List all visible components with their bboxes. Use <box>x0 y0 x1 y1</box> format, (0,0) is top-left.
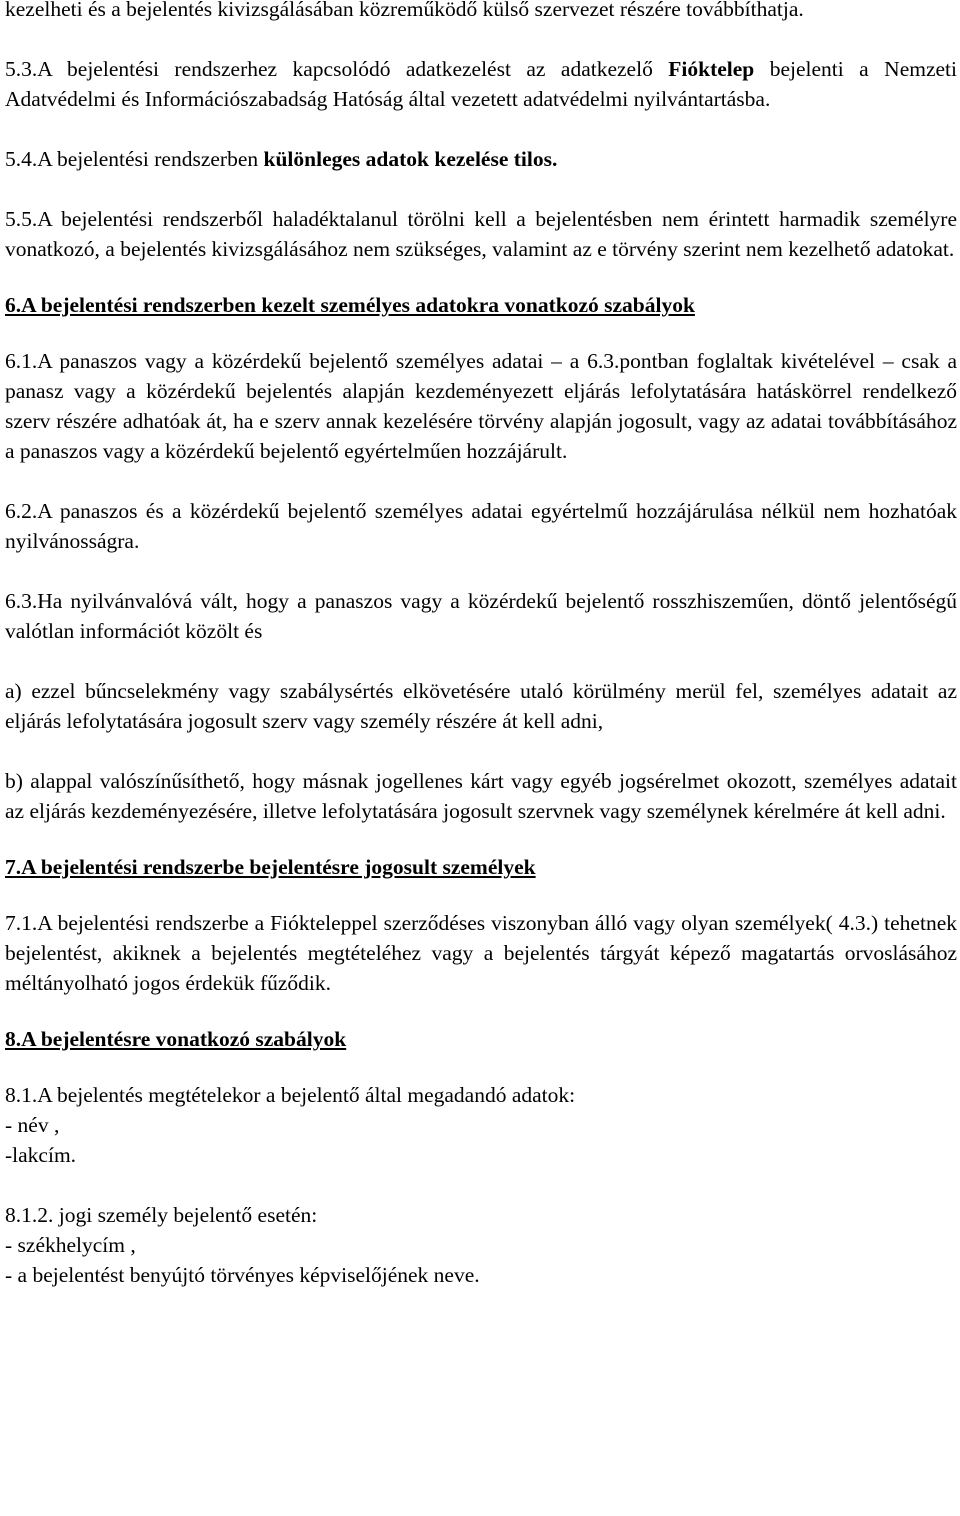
paragraph-5-3-bold: Fióktelep <box>668 57 755 81</box>
paragraph-5-4 <box>5 144 957 174</box>
paragraph-6-2: 6.2.A panaszos és a közérdekű bejelentő személyes adatai egyértelmű hozzájárulása nélkül nem hozhatóak nyilvánosságra. <box>5 499 957 553</box>
paragraph-8-1 <box>5 1080 957 1170</box>
paragraph-5-3-text-a: 5.3.A bejelentési rendszerhez kapcsolódó adatkezelést az adatkezelő <box>5 57 669 81</box>
section-heading-7: 7.A bejelentési rendszerbe bejelentésre jogosult személyek <box>5 855 536 879</box>
list-item-name: - név , <box>5 1113 60 1137</box>
document-page <box>5 0 957 1290</box>
paragraph-8-1-2-text: 8.1.2. jogi személy bejelentő esetén: <box>5 1203 318 1227</box>
list-item-seat: - székhelycím , <box>5 1233 136 1257</box>
paragraph-6-1: 6.1.A panaszos vagy a közérdekű bejelentő személyes adatai – a 6.3.pontban foglaltak kivételével – csak a panasz vagy a közérdekű bejelentés alapján kezdeményezett eljárás lefolytatására hatáskörrel rendelkező szerv részére adhatóak át, ha e szerv annak kezelésére törvény alapján jogosult, vagy az adatai továbbításához a panaszos vagy a közérdekű bejelentő egyértelműen hozzájárult. <box>5 349 957 463</box>
list-item-address: -lakcím. <box>5 1143 77 1167</box>
paragraph-6-3-a: a) ezzel bűncselekmény vagy szabálysértés elkövetésére utaló körülmény merül fel, személyes adatait az eljárás lefolytatására jogosult szerv vagy személy részére át kell adni, <box>5 679 957 733</box>
paragraph-7-1: 7.1.A bejelentési rendszerbe a Fiókteleppel szerződéses viszonyban álló vagy olyan személyek( 4.3.) tehetnek bejelentést, akiknek a bejelentés megtételéhez vagy a bejelentés tárgyát képező magatartás orvoslásához méltányolható jogos érdekük fűződik. <box>5 911 957 995</box>
paragraph-8-1-2 <box>5 1200 957 1290</box>
paragraph-6-3: 6.3.Ha nyilvánvalóvá vált, hogy a panaszos vagy a közérdekű bejelentő rosszhiszeműen, döntő jelentőségű valótlan információt közölt és <box>5 589 957 643</box>
paragraph-8-1-text: 8.1.A bejelentés megtételekor a bejelentő által megadandó adatok: <box>5 1083 576 1107</box>
section-heading-8: 8.A bejelentésre vonatkozó szabályok <box>5 1027 347 1051</box>
paragraph-intro: kezelheti és a bejelentés kivizsgálásában közreműködő külső szervezet részére továbbíthatja. <box>5 0 804 21</box>
paragraph-5-4-bold: különleges adatok kezelése tilos. <box>263 147 558 171</box>
list-item-representative: - a bejelentést benyújtó törvényes képviselőjének neve. <box>5 1263 480 1287</box>
paragraph-6-3-b: b) alappal valószínűsíthető, hogy másnak jogellenes kárt vagy egyéb jogsérelmet okozott, személyes adatait az eljárás kezdeményezésére, illetve lefolytatására jogosult szervnek vagy személynek kérelmére át kell adni. <box>5 769 957 823</box>
paragraph-5-4-text: 5.4.A bejelentési rendszerben <box>5 147 264 171</box>
paragraph-5-3-text-c: bejelenti a Nemzeti Adatvédelmi és Információszabadság Hatóság által vezetett adatvédelmi nyilvántartásba. <box>5 57 957 111</box>
paragraph-5-3 <box>5 54 957 114</box>
section-heading-6: 6.A bejelentési rendszerben kezelt személyes adatokra vonatkozó szabályok <box>5 293 695 317</box>
paragraph-5-5: 5.5.A bejelentési rendszerből haladéktalanul törölni kell a bejelentésben nem érintett harmadik személyre vonatkozó, a bejelentés kivizsgálásához nem szükséges, valamint az e törvény szerint nem kezelhető adatokat. <box>5 207 957 261</box>
